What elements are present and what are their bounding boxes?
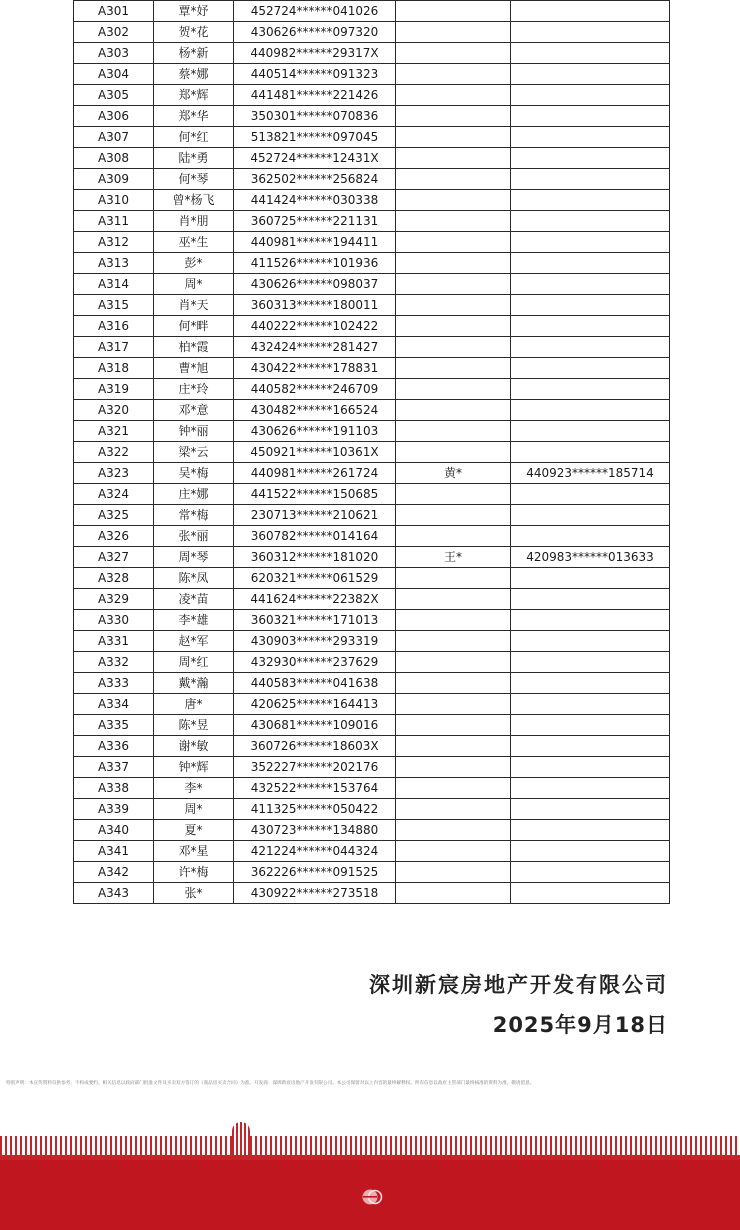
co-buyer-id-cell: 440923******185714	[511, 463, 670, 484]
co-buyer-id-cell	[511, 190, 670, 211]
table-row	[74, 64, 670, 85]
co-buyer-id-cell	[511, 715, 670, 736]
co-buyer-name-cell	[396, 862, 511, 883]
row-number-cell: A326	[74, 526, 154, 547]
name-cell: 周*红	[154, 652, 234, 673]
row-number-cell: A313	[74, 253, 154, 274]
co-buyer-id-cell	[511, 757, 670, 778]
name-cell: 杨*新	[154, 43, 234, 64]
name-cell: 邓*星	[154, 841, 234, 862]
co-buyer-name-cell	[396, 715, 511, 736]
name-cell: 凌*苗	[154, 589, 234, 610]
row-number-cell: A318	[74, 358, 154, 379]
co-buyer-id-cell	[511, 64, 670, 85]
row-number-cell: A307	[74, 127, 154, 148]
brand-logo-icon	[360, 1188, 386, 1206]
row-number-cell: A333	[74, 673, 154, 694]
id-number-cell: 352227******202176	[234, 757, 396, 778]
table-row	[74, 883, 670, 904]
table-body	[74, 1, 670, 904]
id-number-cell: 440981******261724	[234, 463, 396, 484]
co-buyer-name-cell	[396, 652, 511, 673]
co-buyer-name-cell	[396, 589, 511, 610]
co-buyer-id-cell	[511, 673, 670, 694]
co-buyer-id-cell	[511, 169, 670, 190]
id-number-cell: 430626******098037	[234, 274, 396, 295]
co-buyer-id-cell: 420983******013633	[511, 547, 670, 568]
table-row	[74, 820, 670, 841]
table-row	[74, 526, 670, 547]
table-row	[74, 442, 670, 463]
co-buyer-id-cell	[511, 631, 670, 652]
row-number-cell: A302	[74, 22, 154, 43]
name-cell: 唐*	[154, 694, 234, 715]
table-row	[74, 295, 670, 316]
table-row	[74, 148, 670, 169]
id-number-cell: 430422******178831	[234, 358, 396, 379]
co-buyer-id-cell	[511, 484, 670, 505]
row-number-cell: A309	[74, 169, 154, 190]
row-number-cell: A304	[74, 64, 154, 85]
table-row	[74, 106, 670, 127]
co-buyer-id-cell	[511, 232, 670, 253]
row-number-cell: A341	[74, 841, 154, 862]
company-name: 深圳新宸房地产开发有限公司	[369, 973, 668, 997]
id-number-cell: 430903******293319	[234, 631, 396, 652]
row-number-cell: A306	[74, 106, 154, 127]
table-row	[74, 85, 670, 106]
row-number-cell: A343	[74, 883, 154, 904]
row-number-cell: A336	[74, 736, 154, 757]
co-buyer-id-cell	[511, 421, 670, 442]
row-number-cell: A305	[74, 85, 154, 106]
co-buyer-id-cell	[511, 526, 670, 547]
id-number-cell: 350301******070836	[234, 106, 396, 127]
co-buyer-name-cell	[396, 694, 511, 715]
name-cell: 许*梅	[154, 862, 234, 883]
table-row	[74, 127, 670, 148]
table-row	[74, 631, 670, 652]
co-buyer-name-cell	[396, 148, 511, 169]
co-buyer-id-cell	[511, 400, 670, 421]
id-number-cell: 432522******153764	[234, 778, 396, 799]
name-cell: 谢*敏	[154, 736, 234, 757]
table-row	[74, 610, 670, 631]
table-row	[74, 400, 670, 421]
id-number-cell: 362502******256824	[234, 169, 396, 190]
name-cell: 周*	[154, 274, 234, 295]
issue-date: 2025年9月18日	[492, 1013, 668, 1037]
co-buyer-id-cell	[511, 211, 670, 232]
name-cell: 周*琴	[154, 547, 234, 568]
co-buyer-name-cell	[396, 169, 511, 190]
row-number-cell: A317	[74, 337, 154, 358]
co-buyer-name-cell	[396, 568, 511, 589]
name-cell: 戴*瀚	[154, 673, 234, 694]
id-number-cell: 430482******166524	[234, 400, 396, 421]
table-row	[74, 358, 670, 379]
id-number-cell: 441624******22382X	[234, 589, 396, 610]
id-number-cell: 440582******246709	[234, 379, 396, 400]
table-row	[74, 757, 670, 778]
co-buyer-name-cell: 王*	[396, 547, 511, 568]
table-row	[74, 1, 670, 22]
co-buyer-id-cell	[511, 148, 670, 169]
co-buyer-id-cell	[511, 652, 670, 673]
co-buyer-id-cell	[511, 505, 670, 526]
name-cell: 庄*玲	[154, 379, 234, 400]
co-buyer-name-cell	[396, 484, 511, 505]
row-number-cell: A303	[74, 43, 154, 64]
table-row	[74, 43, 670, 64]
id-number-cell: 360313******180011	[234, 295, 396, 316]
co-buyer-id-cell	[511, 127, 670, 148]
name-cell: 邓*意	[154, 400, 234, 421]
co-buyer-id-cell	[511, 85, 670, 106]
id-number-cell: 513821******097045	[234, 127, 396, 148]
table-row	[74, 232, 670, 253]
row-number-cell: A314	[74, 274, 154, 295]
co-buyer-name-cell	[396, 841, 511, 862]
table-row	[74, 547, 670, 568]
name-cell: 巫*生	[154, 232, 234, 253]
co-buyer-id-cell	[511, 442, 670, 463]
co-buyer-id-cell	[511, 799, 670, 820]
co-buyer-id-cell	[511, 841, 670, 862]
co-buyer-name-cell	[396, 22, 511, 43]
co-buyer-id-cell	[511, 316, 670, 337]
row-number-cell: A316	[74, 316, 154, 337]
name-cell: 吴*梅	[154, 463, 234, 484]
co-buyer-id-cell	[511, 1, 670, 22]
name-cell: 周*	[154, 799, 234, 820]
id-number-cell: 432930******237629	[234, 652, 396, 673]
table-row	[74, 694, 670, 715]
co-buyer-name-cell: 黄*	[396, 463, 511, 484]
row-number-cell: A320	[74, 400, 154, 421]
id-number-cell: 452724******12431X	[234, 148, 396, 169]
co-buyer-name-cell	[396, 1, 511, 22]
co-buyer-name-cell	[396, 526, 511, 547]
name-cell: 曾*杨飞	[154, 190, 234, 211]
id-number-cell: 411325******050422	[234, 799, 396, 820]
co-buyer-name-cell	[396, 400, 511, 421]
row-number-cell: A325	[74, 505, 154, 526]
co-buyer-name-cell	[396, 442, 511, 463]
name-cell: 贺*花	[154, 22, 234, 43]
id-number-cell: 432424******281427	[234, 337, 396, 358]
id-number-cell: 430681******109016	[234, 715, 396, 736]
table-row	[74, 505, 670, 526]
co-buyer-name-cell	[396, 85, 511, 106]
id-number-cell: 441481******221426	[234, 85, 396, 106]
table-row	[74, 22, 670, 43]
table-row	[74, 841, 670, 862]
co-buyer-name-cell	[396, 736, 511, 757]
name-cell: 常*梅	[154, 505, 234, 526]
co-buyer-name-cell	[396, 43, 511, 64]
co-buyer-name-cell	[396, 316, 511, 337]
row-number-cell: A312	[74, 232, 154, 253]
id-number-cell: 360312******181020	[234, 547, 396, 568]
co-buyer-id-cell	[511, 295, 670, 316]
id-number-cell: 452724******041026	[234, 1, 396, 22]
co-buyer-id-cell	[511, 568, 670, 589]
row-number-cell: A319	[74, 379, 154, 400]
row-number-cell: A329	[74, 589, 154, 610]
row-number-cell: A327	[74, 547, 154, 568]
co-buyer-name-cell	[396, 106, 511, 127]
co-buyer-id-cell	[511, 22, 670, 43]
table-row	[74, 862, 670, 883]
co-buyer-name-cell	[396, 799, 511, 820]
name-cell: 张*	[154, 883, 234, 904]
row-number-cell: A337	[74, 757, 154, 778]
row-number-cell: A342	[74, 862, 154, 883]
co-buyer-id-cell	[511, 337, 670, 358]
row-number-cell: A334	[74, 694, 154, 715]
table-row	[74, 379, 670, 400]
co-buyer-name-cell	[396, 358, 511, 379]
row-number-cell: A328	[74, 568, 154, 589]
id-number-cell: 440982******29317X	[234, 43, 396, 64]
name-cell: 彭*	[154, 253, 234, 274]
name-cell: 陈*昱	[154, 715, 234, 736]
stripe-arch-ornament	[232, 1122, 250, 1156]
name-cell: 钟*丽	[154, 421, 234, 442]
row-number-cell: A308	[74, 148, 154, 169]
id-number-cell: 430626******097320	[234, 22, 396, 43]
name-cell: 何*红	[154, 127, 234, 148]
co-buyer-name-cell	[396, 190, 511, 211]
name-cell: 张*丽	[154, 526, 234, 547]
table-row	[74, 211, 670, 232]
id-number-cell: 360321******171013	[234, 610, 396, 631]
id-number-cell: 362226******091525	[234, 862, 396, 883]
co-buyer-name-cell	[396, 253, 511, 274]
name-cell: 陈*凤	[154, 568, 234, 589]
name-cell: 肖*朋	[154, 211, 234, 232]
id-number-cell: 450921******10361X	[234, 442, 396, 463]
co-buyer-name-cell	[396, 505, 511, 526]
id-number-cell: 420625******164413	[234, 694, 396, 715]
id-number-cell: 360725******221131	[234, 211, 396, 232]
table-row	[74, 316, 670, 337]
table-row	[74, 337, 670, 358]
name-cell: 郑*华	[154, 106, 234, 127]
row-number-cell: A340	[74, 820, 154, 841]
name-cell: 陆*勇	[154, 148, 234, 169]
id-number-cell: 441424******030338	[234, 190, 396, 211]
co-buyer-name-cell	[396, 778, 511, 799]
co-buyer-name-cell	[396, 379, 511, 400]
row-number-cell: A331	[74, 631, 154, 652]
co-buyer-name-cell	[396, 337, 511, 358]
co-buyer-name-cell	[396, 610, 511, 631]
name-cell: 郑*辉	[154, 85, 234, 106]
fine-print-disclaimer: 特别声明：本宣传资料仅供参考，不构成要约。相关信息以政府部门批准文件及买卖双方签订的《商品房买卖合同》为准。开发商：深圳新宸房地产开发有限公司。本公司保留对以上内容的最终解释权。所有信息以政府主管部门最终核准的资料为准，敬请留意。	[6, 1081, 535, 1086]
name-cell: 李*雄	[154, 610, 234, 631]
id-number-cell: 440514******091323	[234, 64, 396, 85]
id-number-cell: 440222******102422	[234, 316, 396, 337]
co-buyer-name-cell	[396, 631, 511, 652]
co-buyer-name-cell	[396, 295, 511, 316]
name-cell: 蔡*娜	[154, 64, 234, 85]
row-number-cell: A301	[74, 1, 154, 22]
co-buyer-name-cell	[396, 820, 511, 841]
co-buyer-id-cell	[511, 379, 670, 400]
row-number-cell: A338	[74, 778, 154, 799]
row-number-cell: A335	[74, 715, 154, 736]
name-cell: 李*	[154, 778, 234, 799]
table-row	[74, 484, 670, 505]
id-number-cell: 360782******014164	[234, 526, 396, 547]
signature-block	[369, 965, 668, 1045]
id-number-cell: 360726******18603X	[234, 736, 396, 757]
row-number-cell: A323	[74, 463, 154, 484]
co-buyer-id-cell	[511, 883, 670, 904]
co-buyer-name-cell	[396, 757, 511, 778]
name-cell: 钟*辉	[154, 757, 234, 778]
co-buyer-id-cell	[511, 778, 670, 799]
name-cell: 覃*妤	[154, 1, 234, 22]
id-number-cell: 620321******061529	[234, 568, 396, 589]
co-buyer-name-cell	[396, 673, 511, 694]
table-row	[74, 190, 670, 211]
co-buyer-name-cell	[396, 127, 511, 148]
row-number-cell: A339	[74, 799, 154, 820]
co-buyer-id-cell	[511, 694, 670, 715]
name-cell: 夏*	[154, 820, 234, 841]
id-number-cell: 430723******134880	[234, 820, 396, 841]
row-number-cell: A321	[74, 421, 154, 442]
row-number-cell: A322	[74, 442, 154, 463]
table-row	[74, 169, 670, 190]
table-row	[74, 421, 670, 442]
name-cell: 梁*云	[154, 442, 234, 463]
co-buyer-id-cell	[511, 610, 670, 631]
name-cell: 肖*天	[154, 295, 234, 316]
name-cell: 何*琴	[154, 169, 234, 190]
id-number-cell: 421224******044324	[234, 841, 396, 862]
table-row	[74, 652, 670, 673]
id-number-cell: 230713******210621	[234, 505, 396, 526]
purchaser-list-table	[73, 0, 670, 904]
name-cell: 赵*军	[154, 631, 234, 652]
table-row	[74, 736, 670, 757]
row-number-cell: A324	[74, 484, 154, 505]
id-number-cell: 430626******191103	[234, 421, 396, 442]
co-buyer-id-cell	[511, 358, 670, 379]
id-number-cell: 440583******041638	[234, 673, 396, 694]
table-row	[74, 799, 670, 820]
co-buyer-id-cell	[511, 736, 670, 757]
table-row	[74, 778, 670, 799]
row-number-cell: A311	[74, 211, 154, 232]
co-buyer-name-cell	[396, 883, 511, 904]
co-buyer-id-cell	[511, 589, 670, 610]
table-row	[74, 715, 670, 736]
purchaser-list-table-container	[73, 0, 669, 904]
table-row	[74, 589, 670, 610]
name-cell: 何*畔	[154, 316, 234, 337]
co-buyer-id-cell	[511, 43, 670, 64]
id-number-cell: 440981******194411	[234, 232, 396, 253]
row-number-cell: A310	[74, 190, 154, 211]
decorative-stripe-band	[0, 1118, 740, 1160]
table-row	[74, 463, 670, 484]
row-number-cell: A332	[74, 652, 154, 673]
id-number-cell: 411526******101936	[234, 253, 396, 274]
row-number-cell: A315	[74, 295, 154, 316]
id-number-cell: 430922******273518	[234, 883, 396, 904]
row-number-cell: A330	[74, 610, 154, 631]
id-number-cell: 441522******150685	[234, 484, 396, 505]
co-buyer-id-cell	[511, 106, 670, 127]
co-buyer-name-cell	[396, 421, 511, 442]
table-row	[74, 673, 670, 694]
name-cell: 庄*娜	[154, 484, 234, 505]
co-buyer-id-cell	[511, 253, 670, 274]
co-buyer-name-cell	[396, 211, 511, 232]
name-cell: 柏*霞	[154, 337, 234, 358]
co-buyer-id-cell	[511, 820, 670, 841]
co-buyer-name-cell	[396, 64, 511, 85]
co-buyer-id-cell	[511, 274, 670, 295]
table-row	[74, 274, 670, 295]
table-row	[74, 568, 670, 589]
co-buyer-name-cell	[396, 232, 511, 253]
name-cell: 曹*旭	[154, 358, 234, 379]
co-buyer-id-cell	[511, 862, 670, 883]
co-buyer-name-cell	[396, 274, 511, 295]
table-row	[74, 253, 670, 274]
